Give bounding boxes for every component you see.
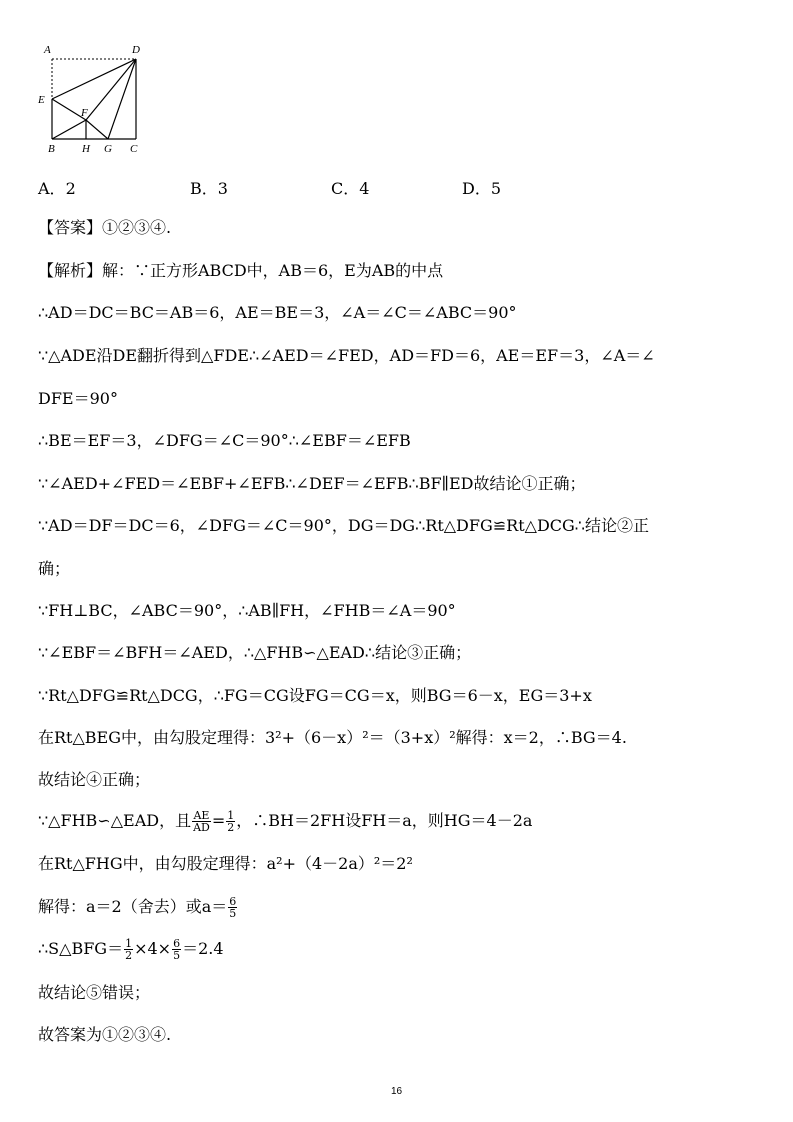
line-17-text-b: ×4×	[134, 939, 172, 958]
analysis-line-8: 确；	[38, 559, 71, 578]
analysis-line-1: 【解析】解：∵正方形ABCD中，AB＝6，E为AB的中点	[38, 261, 444, 280]
analysis-line-16	[38, 896, 238, 919]
fraction-half: $\frac{1}{2}$	[227, 809, 235, 834]
line-17-text-a: ∴S△BFG＝	[38, 939, 124, 958]
option-d: D．5	[462, 179, 502, 198]
label-e: E	[38, 94, 45, 106]
analysis-line-12: 在Rt△BEG中，由勾股定理得：3²+（6－x）²＝（3+x）²解得：x＝2，∴BG＝4.	[38, 728, 627, 747]
option-a: A．2	[38, 179, 76, 198]
analysis-line-13: 故结论④正确；	[38, 770, 151, 789]
analysis-line-14	[38, 810, 532, 833]
analysis-line-6: ∵∠AED+∠FED＝∠EBF+∠EFB∴∠DEF＝∠EFB∴BF∥ED故结论①正确；	[38, 474, 586, 493]
label-d: D	[132, 44, 140, 56]
square-diagram	[30, 36, 150, 160]
analysis-line-11: ∵Rt△DFG≌Rt△DCG，∴FG＝CG设FG＝CG＝x，则BG＝6－x，EG＝3+x	[38, 686, 592, 705]
analysis-line-4: DFE＝90°	[38, 389, 118, 408]
line-17-text-c: ＝2.4	[182, 939, 224, 958]
analysis-line-17	[38, 938, 224, 961]
label-h: H	[82, 143, 90, 155]
answer-options	[0, 176, 793, 200]
page-number: 16	[390, 1086, 403, 1097]
option-c: C．4	[331, 179, 370, 198]
analysis-line-15: 在Rt△FHG中，由勾股定理得：a²+（4－2a）²＝2²	[38, 854, 413, 873]
label-b: B	[48, 143, 55, 155]
equals-sign: =	[211, 811, 226, 830]
analysis-line-9: ∵FH⊥BC，∠ABC＝90°，∴AB∥FH，∠FHB＝∠A＝90°	[38, 601, 456, 620]
analysis-line-18: 故结论⑤错误；	[38, 983, 151, 1002]
analysis-line-3: ∵△ADE沿DE翻折得到△FDE∴∠AED＝∠FED，AD＝FD＝6，AE＝EF＝3，∠A＝∠	[38, 346, 655, 365]
line-14-text-a: ∵△FHB∽△EAD，且	[38, 811, 192, 830]
label-a: A	[44, 44, 51, 56]
answer-line: 【答案】①②③④.	[38, 218, 172, 237]
line-14-text-b: ，∴BH＝2FH设FH＝a，则HG＝4－2a	[236, 811, 533, 830]
label-f: F	[81, 107, 88, 119]
fraction-ae-ad: $\frac{AE}{AD}$	[193, 809, 210, 834]
analysis-line-2: ∴AD＝DC＝BC＝AB＝6，AE＝BE＝3，∠A＝∠C＝∠ABC＝90°	[38, 303, 517, 322]
option-b: B．3	[190, 179, 228, 198]
analysis-line-10: ∵∠EBF＝∠BFH＝∠AED，∴△FHB∽△EAD∴结论③正确；	[38, 643, 472, 662]
label-c: C	[130, 143, 138, 155]
analysis-line-5: ∴BE＝EF＝3，∠DFG＝∠C＝90°∴∠EBF＝∠EFB	[38, 431, 411, 450]
line-16-text: 解得：a＝2（舍去）或a＝	[38, 897, 228, 916]
analysis-line-7: ∵AD＝DF＝DC＝6，∠DFG＝∠C＝90°，DG＝DG∴Rt△DFG≌Rt△DCG∴结论②正	[38, 516, 649, 535]
geometry-figure	[30, 36, 150, 160]
fraction-six-fifths-2: $\frac{6}{5}$	[173, 937, 181, 962]
fraction-six-fifths: $\frac{6}{5}$	[229, 895, 237, 920]
analysis-line-19: 故答案为①②③④.	[38, 1025, 172, 1044]
label-g: G	[104, 143, 112, 155]
fraction-half-2: $\frac{1}{2}$	[125, 937, 133, 962]
